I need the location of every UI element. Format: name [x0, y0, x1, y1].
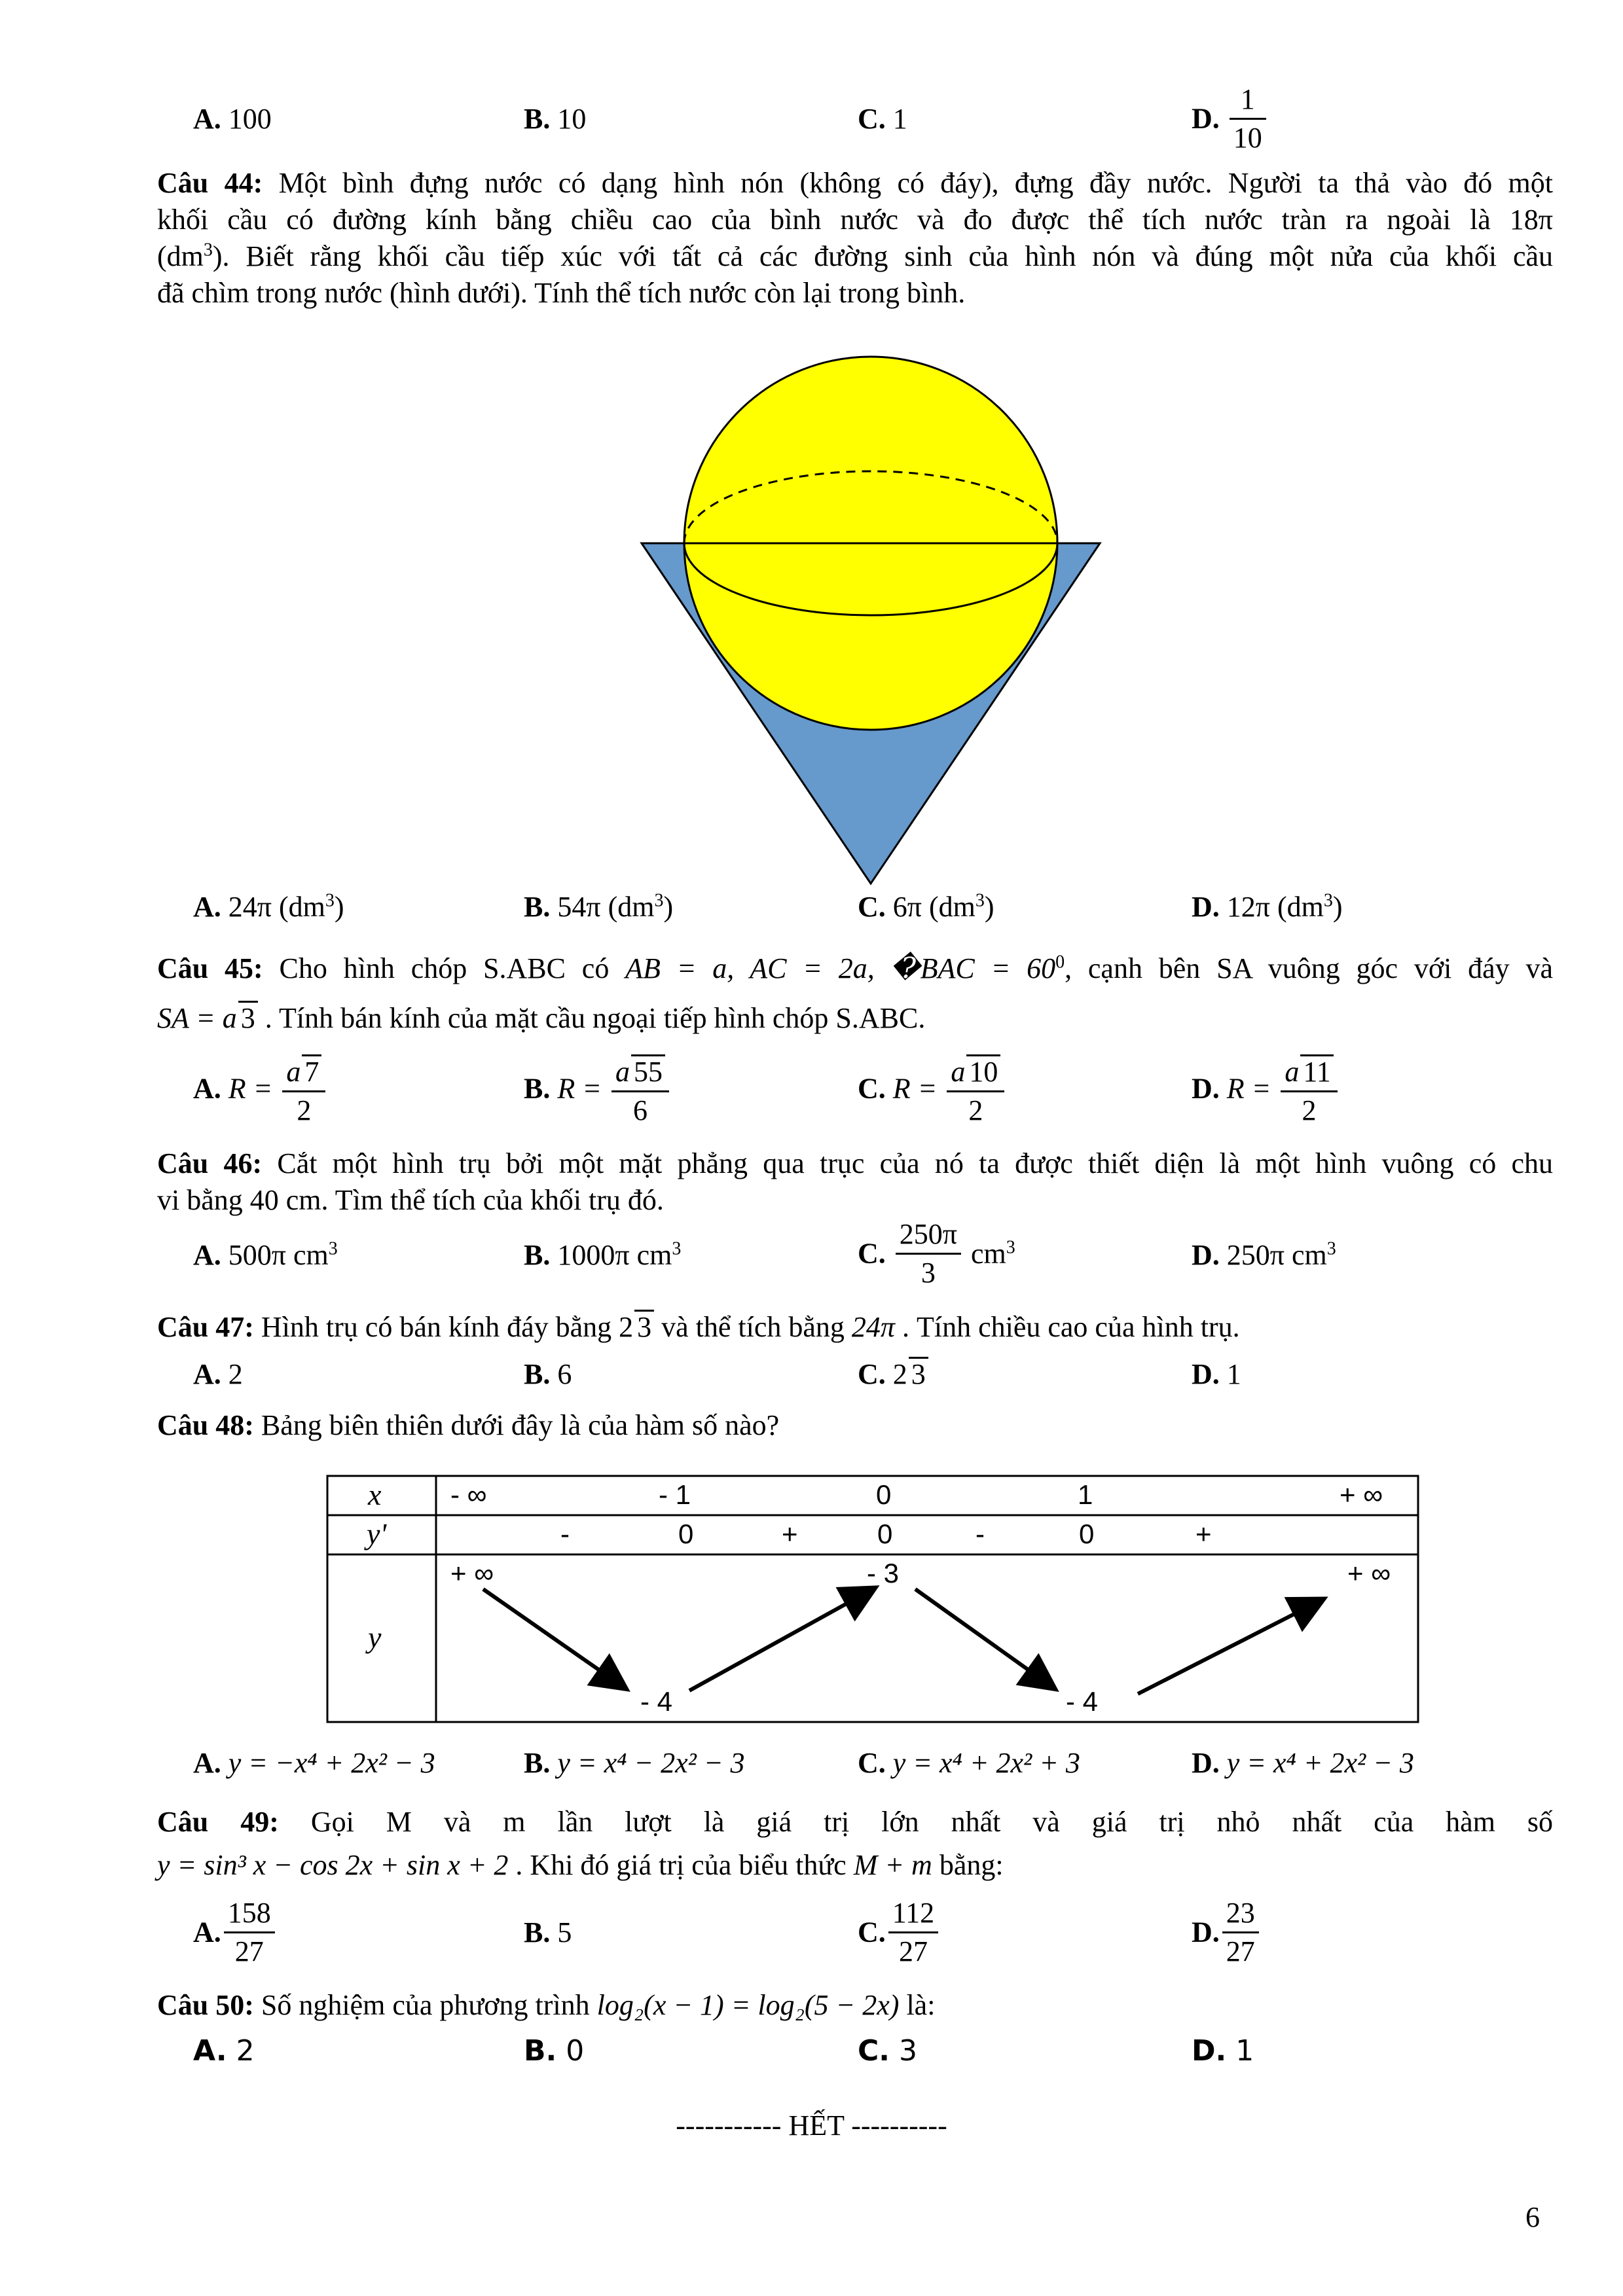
table-yprime-label: y' [367, 1517, 387, 1551]
y-value-min-right: - 4 [1066, 1686, 1099, 1717]
q48-option-c: C. y = x⁴ + 2x² + 3 [858, 1747, 1080, 1779]
q43-option-a: A. 100 [193, 103, 272, 135]
q46-option-c: C. $\frac{250\pi}{3}$ $cm^3$ [858, 1216, 1015, 1291]
q50-option-d: D. 1 [1192, 2034, 1254, 2068]
q50-option-c: C. 3 [858, 2034, 918, 2068]
variation-table-grid [326, 1475, 1419, 1723]
y-value-min-left: - 4 [640, 1686, 673, 1717]
q44-option-c: C. 6π $(dm^3)$ [858, 890, 994, 923]
q50-option-b: B. 0 [524, 2034, 585, 2068]
q47-option-c: C. 2 3 [858, 1356, 928, 1393]
q47-line: Câu 47: Hình trụ có bán kính đáy bằng 2 3 và thể tích bằng 24π . Tính chiều cao của hình trụ. [157, 1311, 1240, 1343]
q47-option-d: D. 1 [1192, 1358, 1241, 1390]
q43-option-b: B. 10 [524, 103, 587, 135]
q44-option-b: B. 54π $(dm^3)$ [524, 890, 674, 923]
arrow-decrease-1 [483, 1589, 624, 1687]
yprime-zero-3: 0 [1079, 1518, 1095, 1549]
yprime-zero-2: 0 [877, 1518, 893, 1549]
variation-table [326, 1475, 1419, 1723]
q45-option-b: B. R = $\frac{a 55}{6}$ [524, 1054, 672, 1129]
q49-line-1: Câu 49: Gọi M và m lần lượt là giá trị lớn nhất và giá trị nhỏ nhất của hàm số [157, 1806, 1554, 1838]
x-value-1: 1 [1078, 1479, 1093, 1510]
q46-line-1: Câu 46: Cắt một hình trụ bởi một mặt phẳng qua trục của nó ta được thiết diện là một hình vuông có chu [157, 1147, 1554, 1179]
q48-option-b: B. y = x⁴ − 2x² − 3 [524, 1747, 745, 1779]
q46-line-2: vi bằng 40 cm. Tìm thể tích của khối trụ đó. [157, 1184, 664, 1216]
q50-option-a: A. 2 [193, 2034, 255, 2068]
q48-option-d: D. y = x⁴ + 2x² − 3 [1192, 1747, 1414, 1779]
table-x-label: x [368, 1478, 382, 1511]
q47-option-b: B. 6 [524, 1358, 572, 1390]
page-number: 6 [1525, 2201, 1540, 2233]
arrow-increase-2 [1138, 1600, 1321, 1694]
q43-option-c: C. 1 [858, 103, 907, 135]
y-value-pos-inf-right: + ∞ [1347, 1558, 1391, 1588]
yprime-sign-4: + [1195, 1518, 1212, 1549]
q46-option-a: A. 500π $cm^3$ [193, 1238, 338, 1271]
q49-option-d: D. $\frac{23}{27}$ [1192, 1895, 1262, 1970]
q49-option-c: C. $\frac{112}{27}$ [858, 1895, 941, 1970]
q48-line: Câu 48: Bảng biên thiên dưới đây là của hàm số nào? [157, 1409, 780, 1441]
q46-option-b: B. 1000π $cm^3$ [524, 1238, 682, 1271]
yprime-sign-1: - [560, 1518, 570, 1549]
q44-option-a: A. 24π $(dm^3)$ [193, 890, 344, 923]
yprime-zero-1: 0 [678, 1518, 694, 1549]
x-value-neg-inf: - ∞ [450, 1479, 487, 1510]
q43-option-d: D. $\frac{1}{10}$ [1192, 81, 1269, 156]
x-value-pos-inf: + ∞ [1340, 1479, 1383, 1510]
cone-sphere-figure [629, 353, 1126, 897]
q49-line-2: y = sin³ x − cos 2x + sin x + 2 . Khi đó giá trị của biểu thức M + m bằng: [157, 1849, 1004, 1881]
arrow-decrease-2 [915, 1589, 1053, 1687]
q45-option-d: D. R = $\frac{a 11}{2}$ [1192, 1054, 1340, 1129]
y-value-max-neg-3: - 3 [867, 1558, 900, 1588]
q46-option-d: D. 250π $cm^3$ [1192, 1238, 1336, 1271]
q44-line-1: Câu 44: Một bình đựng nước có dạng hình nón (không có đáy), đựng đầy nước. Người ta thả vào đó một [157, 167, 1554, 199]
table-y-label: y [368, 1621, 382, 1654]
end-marker: ----------- HẾT ---------- [676, 2109, 947, 2142]
q49-option-b: B. 5 [524, 1916, 572, 1948]
q44-line-2: khối cầu có đường kính bằng chiều cao của bình nước và đo được thể tích nước tràn ra ngoài là 18π [157, 204, 1553, 236]
y-value-pos-inf-left: + ∞ [450, 1558, 494, 1588]
q49-option-a: A. $\frac{158}{27}$ [193, 1895, 278, 1970]
x-value-0: 0 [876, 1479, 892, 1510]
q44-option-d: D. 12π $(dm^3)$ [1192, 890, 1343, 923]
q48-option-a: A. y = −x⁴ + 2x² − 3 [193, 1747, 435, 1779]
arrow-increase-1 [689, 1589, 873, 1691]
q50-line: Câu 50: Số nghiệm của phương trình log₂(x − 1) = log₂(5 − 2x) là: [157, 1989, 936, 2021]
q45-line-2: SA = a 3 . Tính bán kính của mặt cầu ngoại tiếp hình chóp S.ABC. [157, 1002, 926, 1034]
x-value-neg-1: - 1 [659, 1479, 691, 1510]
q44-line-3: $(dm^3)$. Biết rằng khối cầu tiếp xúc với tất cả các đường sinh của hình nón và đúng một nửa của khối cầu [157, 240, 1553, 272]
q45-option-a: A. R = $\frac{a 7}{2}$ [193, 1054, 328, 1129]
yprime-sign-3: - [976, 1518, 985, 1549]
q47-option-a: A. 2 [193, 1358, 243, 1390]
yprime-sign-2: + [782, 1518, 798, 1549]
q45-line-1: Câu 45: Cho hình chóp S.ABC có AB = a, AC = 2a, �BAC = $60^0$, cạnh bên SA vuông góc với đáy và [157, 952, 1554, 984]
q45-option-c: C. R = $\frac{a 10}{2}$ [858, 1054, 1007, 1129]
q44-line-4: đã chìm trong nước (hình dưới). Tính thể tích nước còn lại trong bình. [157, 277, 966, 309]
